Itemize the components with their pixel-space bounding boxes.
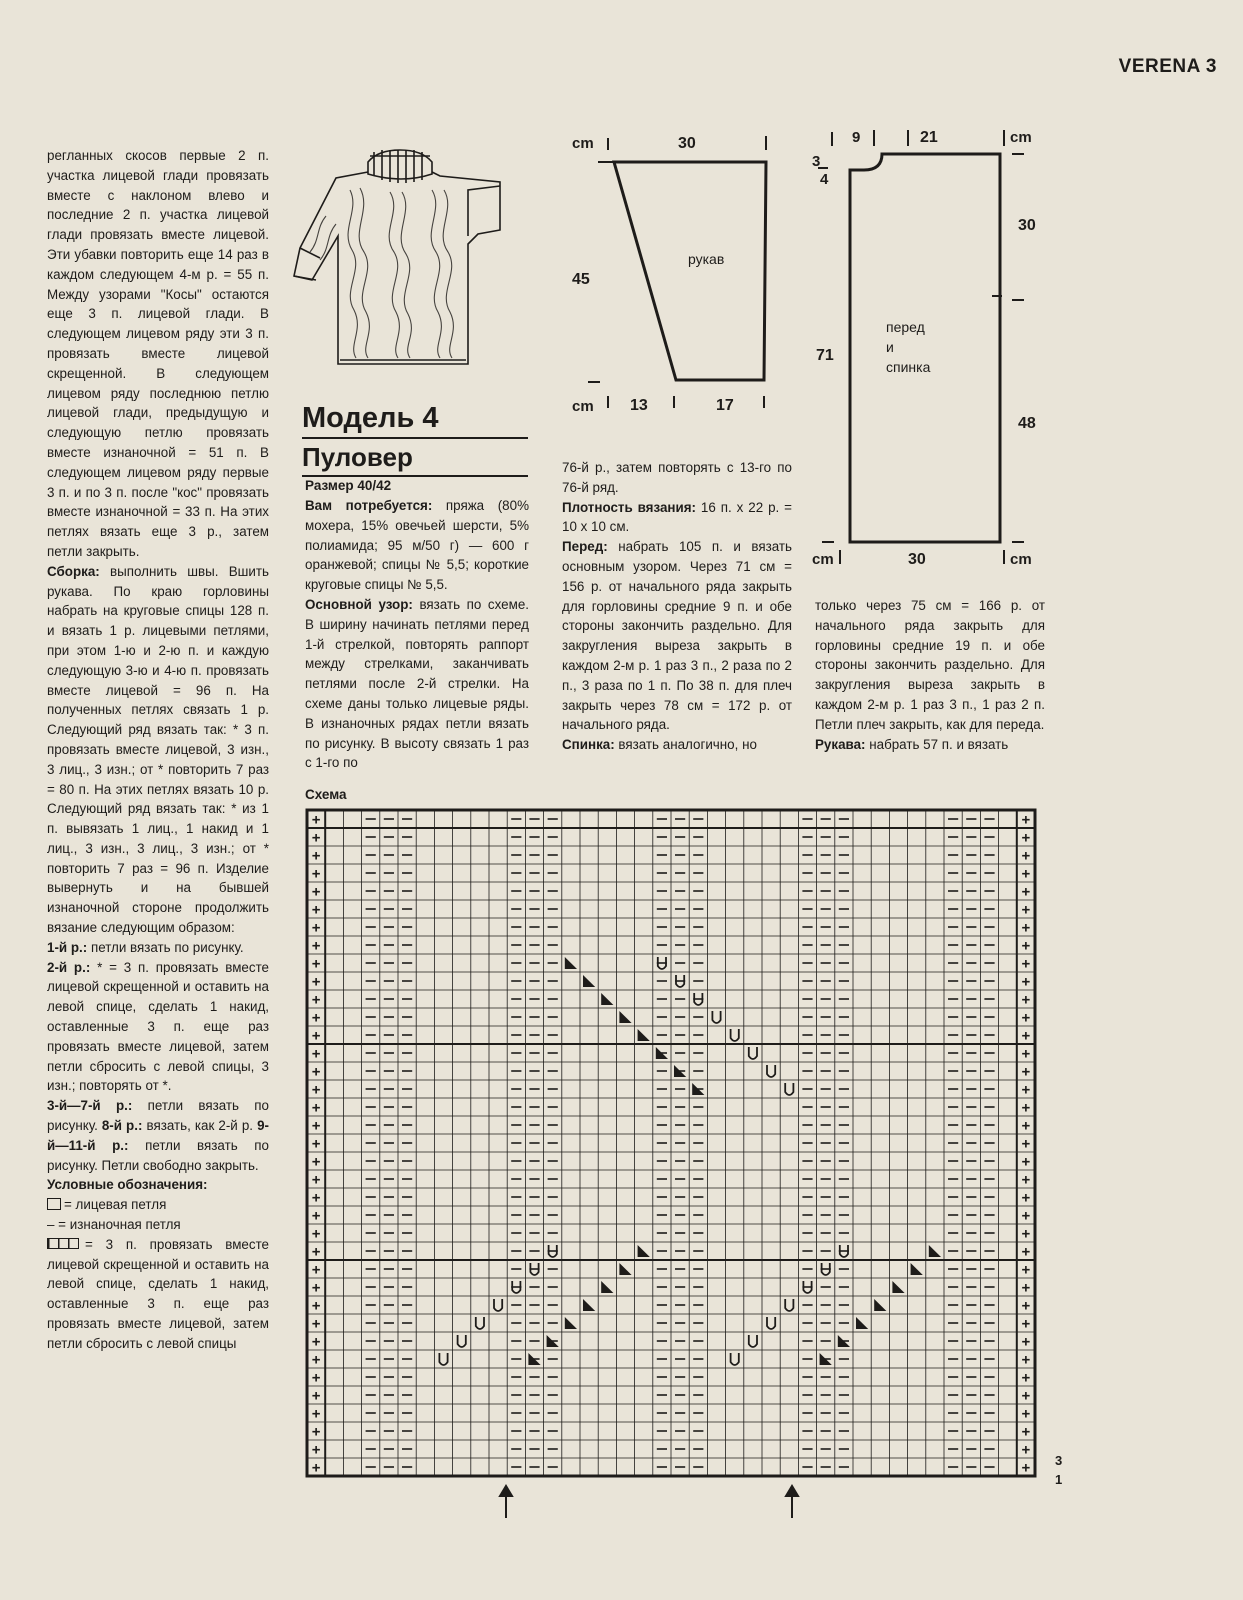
edge-stitch-mark: + xyxy=(1021,1261,1031,1279)
edge-stitch-mark: + xyxy=(311,1279,321,1297)
text-column-3 xyxy=(562,458,792,755)
paragraph-front xyxy=(562,537,792,735)
edge-stitch-mark: + xyxy=(311,901,321,919)
body-label-1: перед xyxy=(886,319,925,335)
row3-label: 3-й—7-й р.: xyxy=(47,1098,133,1114)
text-column-1 xyxy=(47,146,269,1354)
edge-stitch-mark: + xyxy=(311,1351,321,1369)
edge-stitch-mark: + xyxy=(311,811,321,829)
edge-stitch-mark: + xyxy=(311,1027,321,1045)
edge-stitch-mark: + xyxy=(1021,1225,1031,1243)
legend-purl: – = изнаночная петля xyxy=(47,1217,181,1233)
edge-stitch-mark: + xyxy=(1021,1459,1031,1477)
edge-stitch-mark: + xyxy=(311,1333,321,1351)
back-text: вязать аналогично, но xyxy=(614,737,757,753)
body-unit-bottom-left: cm xyxy=(812,551,834,568)
edge-stitch-mark: + xyxy=(1021,919,1031,937)
edge-stitch-mark: + xyxy=(1021,1207,1031,1225)
edge-stitch-mark: + xyxy=(1021,1297,1031,1315)
yarn-over-mark xyxy=(749,1335,757,1347)
paragraph-assembly xyxy=(47,562,269,938)
edge-stitch-mark: + xyxy=(1021,1135,1031,1153)
edge-stitch-mark: + xyxy=(311,1207,321,1225)
edge-stitch-mark: + xyxy=(311,1135,321,1153)
edge-stitch-mark: + xyxy=(311,865,321,883)
edge-stitch-mark: + xyxy=(1021,1189,1031,1207)
yarn-over-mark xyxy=(494,1299,502,1311)
body-total: 71 xyxy=(816,347,834,364)
cable-decrease-mark xyxy=(929,1245,941,1257)
body-neck-depth-a: 3 xyxy=(812,153,821,170)
sleeve-label: рукав xyxy=(688,251,725,267)
sleeves-text: набрать 57 п. и вязать xyxy=(865,736,1009,752)
edge-stitch-mark: + xyxy=(311,1405,321,1423)
edge-stitch-mark: + xyxy=(311,1153,321,1171)
paragraph-back xyxy=(562,735,792,755)
sleeve-unit-bottom: cm xyxy=(572,398,594,415)
edge-stitch-mark: + xyxy=(1021,1369,1031,1387)
edge-stitch-mark: + xyxy=(1021,1117,1031,1135)
edge-stitch-mark: + xyxy=(311,1441,321,1459)
front-label: Перед: xyxy=(562,539,608,555)
legend-title: Условные обозначения: xyxy=(47,1177,208,1193)
edge-stitch-mark: + xyxy=(311,1387,321,1405)
sleeve-bottom-left: 13 xyxy=(630,397,648,414)
paragraph-row3 xyxy=(47,1096,269,1175)
repeat-arrow-head-1 xyxy=(500,1486,512,1496)
edge-stitch-mark: + xyxy=(1021,991,1031,1009)
body-lower: 48 xyxy=(1018,415,1036,432)
yarn-over-mark xyxy=(785,1083,793,1095)
edge-stitch-mark: + xyxy=(311,1045,321,1063)
density-label: Плотность вязания: xyxy=(562,499,696,515)
edge-stitch-mark: + xyxy=(311,1315,321,1333)
back-label: Спинка: xyxy=(562,737,615,753)
pattern-label: Основной узор: xyxy=(305,596,413,612)
yarn-over-mark xyxy=(767,1317,775,1329)
paragraph-density xyxy=(562,498,792,538)
paragraph-row2 xyxy=(47,958,269,1097)
body-width: 30 xyxy=(908,551,926,568)
edge-stitch-mark: + xyxy=(311,1117,321,1135)
edge-stitch-mark: + xyxy=(311,847,321,865)
body-unit-bottom-right: cm xyxy=(1010,551,1032,568)
model-size: Размер 40/42 xyxy=(305,478,392,493)
model-subtitle: Пуловер xyxy=(302,442,528,477)
edge-stitch-mark: + xyxy=(311,919,321,937)
body-unit-top: cm xyxy=(1010,129,1032,146)
edge-stitch-mark: + xyxy=(1021,901,1031,919)
chart-label: Схема xyxy=(305,787,347,802)
edge-stitch-mark: + xyxy=(311,1459,321,1477)
edge-stitch-mark: + xyxy=(311,1171,321,1189)
body-neck-depth-b: 4 xyxy=(820,171,829,188)
edge-stitch-mark: + xyxy=(1021,1009,1031,1027)
edge-stitch-mark: + xyxy=(1021,1279,1031,1297)
chart-grid xyxy=(307,810,1035,1476)
row2-label: 2-й р.: xyxy=(47,959,91,975)
edge-stitch-mark: + xyxy=(311,829,321,847)
paragraph-repeat: 76-й р., затем повторять с 13-го по 76-й ряд. xyxy=(562,460,792,495)
edge-stitch-mark: + xyxy=(311,1423,321,1441)
cable-decrease-mark xyxy=(619,1263,631,1275)
edge-stitch-mark: + xyxy=(311,991,321,1009)
edge-stitch-mark: + xyxy=(311,1243,321,1261)
density-text: 16 п. х 22 р. = 10 х 10 см. xyxy=(562,499,792,535)
edge-stitch-mark: + xyxy=(1021,1099,1031,1117)
edge-stitch-mark: + xyxy=(1021,1387,1031,1405)
pattern-text: вязать по схеме. В ширину начинать петлями перед 1-й стрелкой, повторять раппорт между стрелками, заканчивать петлями после 2-й стрелки. На схеме даны только лицевые ряды. В изнаночных рядах петли вязать по рисунку. В высоту связать 1 раз с 1-го по xyxy=(305,596,529,771)
yarn-over-mark xyxy=(712,1011,720,1023)
body-label-2: и xyxy=(886,339,894,355)
row9-text: петли вязать по рисунку. Петли свободно закрыть. xyxy=(47,1137,269,1173)
edge-stitch-mark: + xyxy=(1021,1171,1031,1189)
edge-stitch-mark: + xyxy=(311,937,321,955)
cable-decrease-mark xyxy=(638,1029,650,1041)
row9-label: 9-й—11-й р.: xyxy=(47,1118,269,1153)
cable-decrease-mark xyxy=(565,1317,577,1329)
body-neck: 9 xyxy=(852,129,861,146)
cross-stitch-symbol-icon xyxy=(47,1238,79,1249)
edge-stitch-mark: + xyxy=(311,883,321,901)
paragraph-raglan: регланных скосов первые 2 п. участка лицевой глади провязать вместе с наклоном влево и последние 2 п. участка лицевой глади провязать вместе лицевой. Эти убавки повторить еще 14 раз в каждом следующем 4-м р. = 55 п. Между узорами "Косы" остаются еще 3 п. лицевой глади. В следующем лицевом ряду эти 3 п. провязать вместе лицевой скрещенной. В следующем лицевом ряду последнюю петлю лицевой глади, предыдущую и следующую петлю провязать вместе изнаночной = 51 п. В следующем лицевом ряду первые 3 п. и по 3 п. после "кос" провязать вместе изнаночной = 33 п. На этих петлях вязать еще 3 р., затем петли закрыть. xyxy=(47,148,269,559)
edge-stitch-mark: + xyxy=(1021,955,1031,973)
edge-stitch-mark: + xyxy=(311,1297,321,1315)
edge-stitch-mark: + xyxy=(1021,883,1031,901)
edge-stitch-mark: + xyxy=(311,1009,321,1027)
cable-decrease-mark xyxy=(874,1299,886,1311)
edge-stitch-mark: + xyxy=(1021,865,1031,883)
needs-label: Вам потребуется: xyxy=(305,498,433,513)
chart-row-bottom: 1 xyxy=(1055,1472,1063,1487)
row3-text: петли вязать по рисунку. xyxy=(47,1098,269,1134)
body-shoulder: 21 xyxy=(920,129,938,146)
edge-stitch-mark: + xyxy=(311,1369,321,1387)
cable-decrease-mark xyxy=(601,1281,613,1293)
row2-text: * = 3 п. провязать вместе лицевой скрещенной и оставить на левой спице, сделать 1 накид, оставленные 3 п. еще раз провязать вместе лицевой, затем петли сбросить с левой спицы, 3 изн.; повторять от *. xyxy=(47,959,270,1094)
edge-stitch-mark: + xyxy=(1021,1441,1031,1459)
paragraph-back-cont: только через 75 см = 166 р. от начального ряда закрыть для горловины средние 19 п. и обе стороны закончить раздельно. Для закругления выреза закрыть в каждом 2-м р. 1 раз 3 п., 1 раз 2 п. Петли плеч закрыть, как для переда. xyxy=(815,598,1045,732)
row8-label: 8-й р.: xyxy=(101,1118,143,1134)
sleeve-unit-top: cm xyxy=(572,135,594,152)
sweater-illustration xyxy=(290,140,530,372)
body-upper: 30 xyxy=(1018,217,1036,234)
edge-stitch-mark: + xyxy=(1021,1027,1031,1045)
front-text: набрать 105 п. и вязать основным узором. Через 71 см = 156 р. от начального ряда закрыть для горловины средние 9 п. и обе стороны закончить раздельно. Для закругления выреза закрыть в каждом 2-м р. 1 раз 3 п., 2 раза по 2 п., 3 раза по 1 п. По 38 п. для плеч закрыть через 78 см = 172 р. от начального ряда. xyxy=(562,539,792,733)
row1-label: 1-й р.: xyxy=(47,939,88,955)
cable-decrease-mark xyxy=(583,1299,595,1311)
yarn-over-mark xyxy=(458,1335,466,1347)
paragraph-sleeves xyxy=(815,735,1045,755)
yarn-over-mark xyxy=(476,1317,484,1329)
edge-stitch-mark: + xyxy=(311,1081,321,1099)
text-column-2 xyxy=(305,496,529,773)
edge-stitch-mark: + xyxy=(311,1261,321,1279)
edge-stitch-mark: + xyxy=(311,1099,321,1117)
edge-stitch-mark: + xyxy=(1021,847,1031,865)
edge-stitch-mark: + xyxy=(1021,973,1031,991)
legend-cross: = 3 п. провязать вместе лицевой скрещенной и оставить на левой спице, сделать 1 накид, оставленные 3 п. еще раз провязать вместе лицевой, затем петли сбросить с левой спицы xyxy=(47,1236,269,1351)
cable-decrease-mark xyxy=(583,975,595,987)
body-label-3: спинка xyxy=(886,359,931,375)
edge-stitch-mark: + xyxy=(1021,1351,1031,1369)
edge-stitch-mark: + xyxy=(1021,1153,1031,1171)
yarn-over-mark xyxy=(785,1299,793,1311)
edge-stitch-mark: + xyxy=(311,955,321,973)
legend-knit: = лицевая петля xyxy=(47,1195,269,1215)
magazine-header: VERENA 3 xyxy=(1118,56,1217,77)
edge-stitch-mark: + xyxy=(1021,1081,1031,1099)
repeat-arrow-head-2 xyxy=(786,1486,798,1496)
yarn-over-mark xyxy=(767,1065,775,1077)
edge-stitch-mark: + xyxy=(1021,937,1031,955)
sleeves-label: Рукава: xyxy=(815,736,866,752)
yarn-over-mark xyxy=(439,1353,447,1365)
cable-decrease-mark xyxy=(856,1317,868,1329)
edge-stitch-mark: + xyxy=(311,1189,321,1207)
cable-decrease-mark xyxy=(892,1281,904,1293)
edge-stitch-mark: + xyxy=(1021,811,1031,829)
text-column-4 xyxy=(815,596,1045,754)
assembly-label: Сборка: xyxy=(47,563,100,579)
model-title: Модель 4 xyxy=(302,402,528,439)
yarn-over-mark xyxy=(731,1353,739,1365)
edge-stitch-mark: + xyxy=(311,1225,321,1243)
sleeve-top-width: 30 xyxy=(678,135,696,152)
edge-stitch-mark: + xyxy=(1021,1333,1031,1351)
edge-stitch-mark: + xyxy=(1021,1405,1031,1423)
cable-decrease-mark xyxy=(619,1011,631,1023)
knitting-chart xyxy=(305,808,1065,1546)
paragraph-needs xyxy=(305,496,529,595)
body-schematic xyxy=(812,122,1062,580)
yarn-over-mark xyxy=(749,1047,757,1059)
row1-text: петли вязать по рисунку. xyxy=(87,939,244,955)
cable-decrease-mark xyxy=(565,957,577,969)
sleeve-bottom-right: 17 xyxy=(716,397,734,414)
sleeve-schematic xyxy=(568,128,788,428)
edge-stitch-mark: + xyxy=(1021,1243,1031,1261)
assembly-text: выполнить швы. Вшить рукава. По краю горловины набрать на круговые спицы 128 п. и вязать 1 р. лицевыми петлями, при этом 1-ю и 2-ю п. и каждую следующую 3-ю и 4-ю п. провязать вместе лицевой = 96 п. На полученных петлях связать 1 р. Следующий ряд вязать так: * 3 п. провязать вместе лицевой, 3 изн., 3 лиц., 3 изн.; от * повторить 7 раз = 80 п. На этих петлях вязать 10 р. Следующий ряд вязать так: * из 1 п. вывязать 1 лиц., 1 накид и 1 лиц., 3 изн., 3 лиц., 3 изн.; от * повторить 7 раз = 96 п. Изделие вывернуть и на бывшей изнаночной стороне продолжить вязание следующим образом: xyxy=(47,563,269,936)
paragraph-row1 xyxy=(47,938,269,958)
row8-text: вязать, как 2-й р. xyxy=(142,1118,254,1134)
paragraph-pattern xyxy=(305,595,529,773)
cable-decrease-mark xyxy=(601,993,613,1005)
sleeve-height: 45 xyxy=(572,271,590,288)
edge-stitch-mark: + xyxy=(311,1063,321,1081)
chart-row-top: 3 xyxy=(1055,1453,1063,1468)
cable-decrease-mark xyxy=(911,1263,923,1275)
edge-stitch-mark: + xyxy=(1021,1315,1031,1333)
edge-stitch-mark: + xyxy=(1021,1063,1031,1081)
edge-stitch-mark: + xyxy=(311,973,321,991)
yarn-over-mark xyxy=(731,1029,739,1041)
cable-decrease-mark xyxy=(638,1245,650,1257)
edge-stitch-mark: + xyxy=(1021,1045,1031,1063)
edge-stitch-mark: + xyxy=(1021,1423,1031,1441)
knit-symbol-icon xyxy=(47,1198,61,1210)
needs-text: пряжа (80% мохера, 15% овечьей шерсти, 5% полиамида; 95 м/50 г) — 600 г оранжевой; спицы № 5,5; короткие круговые спицы № 5,5. xyxy=(305,498,529,593)
edge-stitch-mark: + xyxy=(1021,829,1031,847)
